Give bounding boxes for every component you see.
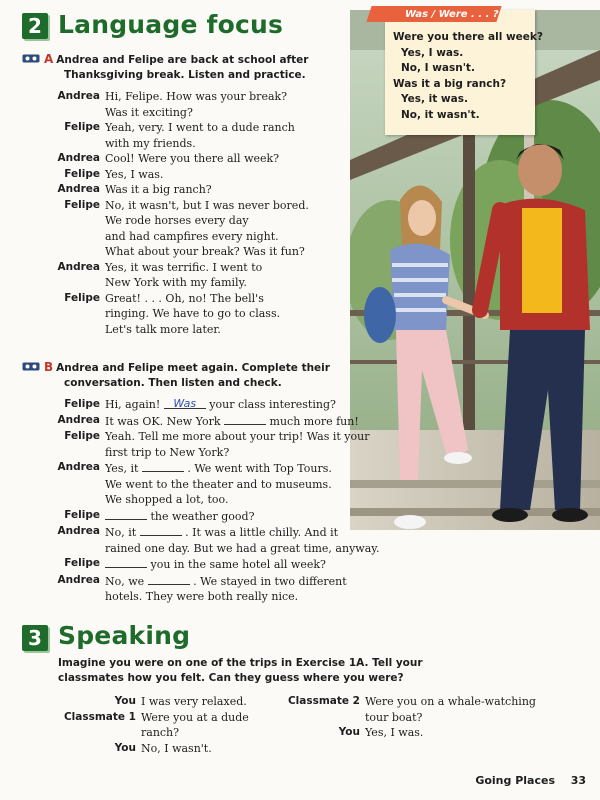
- speaking-line: [284, 710, 536, 726]
- instruction-line: Imagine you were on one of the trips in Exercise 1A. Tell your: [58, 657, 423, 669]
- line-text-part: your class interesting?: [205, 398, 336, 411]
- line-text: with my friends.: [105, 136, 196, 150]
- line-text-part: No, it: [105, 526, 140, 539]
- line-text: [105, 413, 380, 430]
- speaker-name: [22, 477, 105, 493]
- dialogue-line: [22, 105, 309, 121]
- line-text-part: . We stayed in two different: [189, 574, 347, 588]
- speaking-example-left: [58, 694, 249, 756]
- speaker-name: Andrea: [57, 413, 100, 426]
- speaker-name: [22, 541, 105, 557]
- line-text: [105, 477, 380, 493]
- line-text-part: We shopped a lot, too.: [105, 493, 229, 506]
- speaker-name: [22, 322, 105, 338]
- speaker-name: [22, 244, 105, 260]
- line-text-part: It was OK. New York: [105, 414, 225, 428]
- grammar-line: Yes, it was.: [401, 93, 468, 105]
- dialogue-b: [22, 397, 380, 605]
- speaker-name: Felipe: [64, 198, 100, 211]
- line-text: [105, 573, 380, 590]
- line-text: We rode horses every day: [105, 214, 249, 227]
- line-text: Hi, Felipe. How was your break?: [105, 90, 288, 103]
- line-text-part: the weather good?: [147, 509, 255, 523]
- speaking-example-right: [284, 694, 536, 741]
- line-text: [105, 429, 380, 445]
- line-text: [105, 508, 380, 525]
- grammar-line: No, it wasn't.: [401, 108, 480, 121]
- line-text: Great! . . . Oh, no! The bell's: [105, 291, 264, 305]
- instruction-line: conversation. Then listen and check.: [64, 377, 282, 389]
- instruction-line: Andrea and Felipe are back at school after: [56, 54, 309, 66]
- speaker-name: Felipe: [64, 430, 100, 442]
- speaker-name: [284, 710, 365, 726]
- speaker-name: Andrea: [57, 90, 100, 102]
- speaker-name: You: [338, 726, 360, 738]
- dialogue-line: [22, 260, 309, 276]
- dialogue-line: [22, 397, 380, 413]
- line-text: [105, 492, 380, 508]
- line-text: Were you at a dude: [141, 710, 249, 724]
- page-number: 33: [570, 774, 586, 787]
- line-text: Yeah, very. I went to a dude ranch: [105, 121, 295, 134]
- page-footer: [475, 774, 586, 787]
- instruction-line: Thanksgiving break. Listen and practice.: [64, 69, 306, 81]
- speaker-name: Felipe: [64, 398, 100, 410]
- line-text: No, it wasn't, but I was never bored.: [105, 198, 309, 212]
- line-text: I was very relaxed.: [141, 695, 247, 708]
- speaker-name: [22, 229, 105, 245]
- line-text-part: Hi, again!: [105, 398, 164, 411]
- speaker-name: Felipe: [64, 508, 100, 521]
- speaker-name: Felipe: [64, 167, 100, 180]
- answer-blank[interactable]: [148, 573, 190, 585]
- answer-blank[interactable]: [105, 556, 147, 568]
- section-title: Language focus: [58, 10, 284, 39]
- answer-blank[interactable]: [142, 460, 184, 472]
- dialogue-line: [22, 306, 309, 322]
- line-text: ranch?: [141, 726, 180, 739]
- grammar-line: Yes, I was.: [401, 46, 464, 59]
- dialogue-line: [22, 460, 380, 477]
- line-text-part: rained one day. But we had a great time, anyway.: [105, 541, 380, 555]
- speaker-name: Andrea: [57, 573, 100, 586]
- dialogue-line: [22, 492, 380, 508]
- speaking-line: [284, 694, 536, 710]
- line-text: Cool! Were you there all week?: [105, 152, 280, 165]
- dialogue-line: [22, 541, 380, 557]
- grammar-examples: [393, 30, 543, 123]
- section-number-badge: 2: [22, 13, 48, 39]
- section-number-badge: 3: [22, 625, 48, 651]
- instruction-line: classmates how you felt. Can they guess where you were?: [58, 672, 404, 684]
- speaker-name: Classmate 1: [63, 710, 136, 723]
- answer-blank[interactable]: [164, 397, 206, 409]
- answer-blank[interactable]: [140, 524, 182, 536]
- speaker-name: [22, 275, 105, 291]
- speaking-line: [58, 694, 249, 710]
- line-text-part: . We went with Top Tours.: [183, 462, 332, 475]
- dialogue-line: [22, 573, 380, 590]
- line-text: [105, 460, 380, 477]
- dialogue-line: [22, 477, 380, 493]
- line-text-part: first trip to New York?: [105, 445, 230, 459]
- cassette-icon[interactable]: [22, 53, 40, 68]
- dialogue-line: [22, 589, 380, 605]
- line-text-part: No, we: [105, 574, 148, 588]
- dialogue-line: [22, 322, 309, 338]
- dialogue-a: [22, 89, 309, 337]
- dialogue-line: [22, 445, 380, 461]
- cassette-icon[interactable]: [22, 361, 40, 376]
- line-text: Let's talk more later.: [105, 322, 221, 336]
- exercise-a-instruction: [22, 52, 308, 83]
- dialogue-line: [22, 151, 309, 167]
- speaker-name: Classmate 2: [287, 695, 360, 707]
- dialogue-line: [22, 556, 380, 573]
- speaker-name: [22, 136, 105, 152]
- line-text: No, I wasn't.: [141, 741, 212, 755]
- line-text: [105, 524, 380, 541]
- line-text: Yes, it was terrific. I went to: [105, 260, 263, 274]
- dialogue-line: [22, 89, 309, 105]
- dialogue-line: [22, 508, 380, 525]
- line-text: New York with my family.: [105, 276, 247, 289]
- speaking-instruction: [58, 656, 423, 686]
- exercise-letter: A: [44, 52, 54, 66]
- unit-title: Going Places: [475, 774, 555, 787]
- speaking-line: [58, 725, 249, 741]
- line-text: Yes, I was.: [365, 726, 424, 739]
- speaker-name: Andrea: [57, 183, 100, 195]
- exercise-b-instruction: [22, 360, 330, 391]
- speaking-line: [58, 710, 249, 726]
- speaking-line: [284, 725, 536, 741]
- line-text-part: hotels. They were both really nice.: [105, 590, 299, 603]
- line-text: [105, 556, 380, 573]
- dialogue-line: [22, 429, 380, 445]
- speaker-name: [22, 306, 105, 322]
- line-text-part: Yeah. Tell me more about your trip! Was it your: [105, 430, 370, 443]
- line-text: What about your break? Was it fun?: [105, 245, 305, 258]
- line-text-part: . It was a little chilly. And it: [181, 526, 339, 539]
- line-text: Was it exciting?: [105, 105, 193, 119]
- speaking-line: [58, 741, 249, 757]
- dialogue-line: [22, 198, 309, 214]
- exercise-letter: B: [44, 360, 54, 374]
- speaker-name: Felipe: [64, 291, 100, 304]
- line-text: Was it a big ranch?: [105, 183, 212, 196]
- section-title: Speaking: [58, 621, 191, 650]
- dialogue-line: [22, 182, 309, 198]
- speaker-name: [22, 105, 105, 121]
- handwritten-answer: Was: [173, 397, 197, 410]
- line-text: and had campfires every night.: [105, 229, 279, 243]
- speaker-name: [22, 492, 105, 508]
- instruction-line: Andrea and Felipe meet again. Complete their: [56, 362, 330, 374]
- dialogue-line: [22, 524, 380, 541]
- grammar-line: Were you there all week?: [393, 31, 543, 43]
- speaker-name: Felipe: [64, 557, 100, 569]
- speaker-name: Felipe: [64, 121, 100, 133]
- line-text: Were you on a whale-watching: [365, 695, 536, 708]
- speaker-name: You: [114, 695, 136, 707]
- grammar-line: No, I wasn't.: [401, 62, 475, 74]
- answer-blank[interactable]: [105, 508, 147, 520]
- line-text-part: We went to the theater and to museums.: [105, 477, 332, 491]
- line-text: Yes, I was.: [105, 167, 164, 181]
- speaker-name: You: [114, 741, 136, 754]
- dialogue-line: [22, 291, 309, 307]
- answer-blank[interactable]: [224, 413, 266, 425]
- speaker-name: [58, 725, 141, 741]
- dialogue-line: [22, 229, 309, 245]
- speaker-name: Andrea: [57, 525, 100, 537]
- dialogue-line: [22, 167, 309, 183]
- speaker-name: [22, 445, 105, 461]
- grammar-line: Was it a big ranch?: [393, 77, 507, 90]
- speaker-name: [22, 213, 105, 229]
- line-text-part: you in the same hotel all week?: [147, 558, 326, 571]
- speaker-name: Andrea: [57, 461, 100, 473]
- speaker-name: [22, 589, 105, 605]
- line-text: ringing. We have to go to class.: [105, 307, 281, 320]
- dialogue-line: [22, 413, 380, 430]
- dialogue-line: [22, 275, 309, 291]
- grammar-focus-box: [385, 9, 543, 135]
- line-text-part: much more fun!: [266, 414, 359, 428]
- line-text: [105, 541, 380, 557]
- dialogue-line: [22, 136, 309, 152]
- line-text-part: Yes, it: [105, 462, 142, 475]
- line-text: [105, 445, 380, 461]
- speaker-name: Andrea: [57, 260, 100, 273]
- line-text: [105, 589, 380, 605]
- dialogue-line: [22, 213, 309, 229]
- line-text: [105, 397, 380, 413]
- speaker-name: Andrea: [57, 152, 100, 164]
- line-text: tour boat?: [365, 710, 423, 724]
- dialogue-line: [22, 244, 309, 260]
- dialogue-line: [22, 120, 309, 136]
- grammar-tab-title: Was / Were . . . ?: [405, 9, 499, 20]
